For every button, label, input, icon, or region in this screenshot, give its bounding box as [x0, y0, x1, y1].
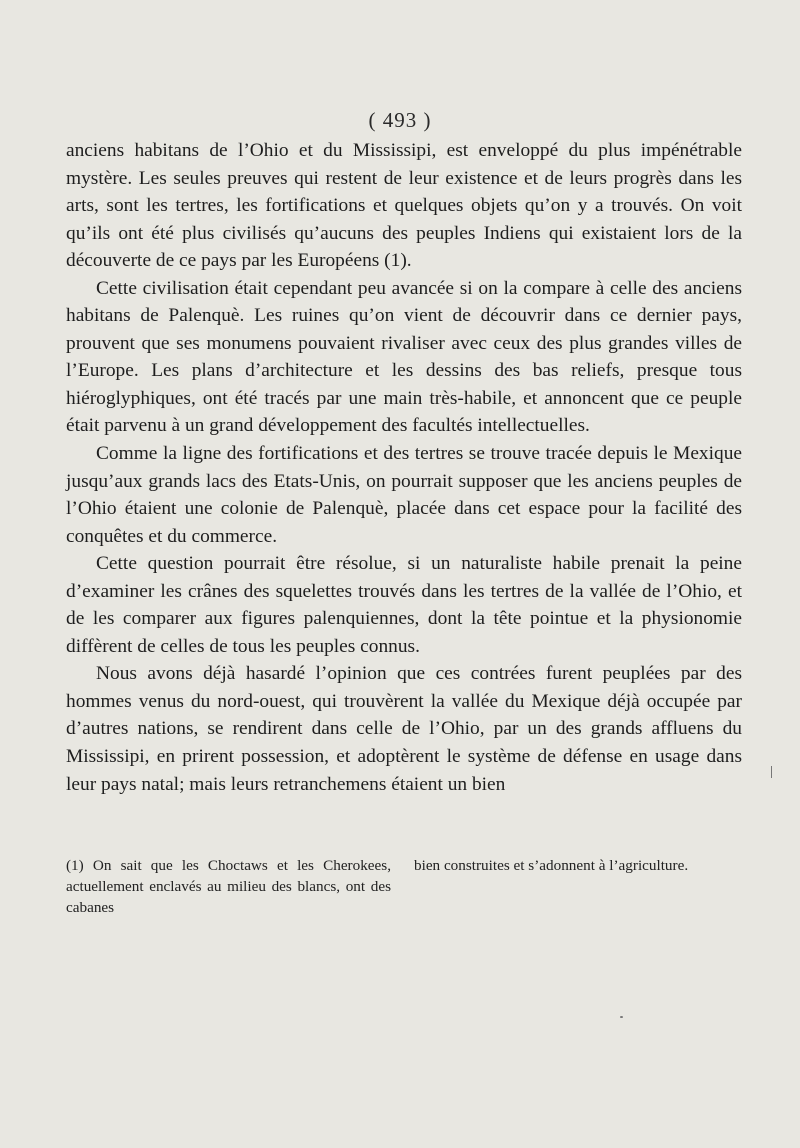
page-number: ( 493 ) [368, 108, 432, 132]
paragraph-4: Cette question pourrait être résolue, si un naturaliste habile prenait la peine d’examiner les crânes des squelettes trouvés dans les tertres de la vallée de l’Ohio, et de les comparer aux figures palenquiennes, dont la tête pointue et la physionomie diffèrent de celles de tous les peuples connus. [66, 553, 742, 657]
paragraph-1: anciens habitans de l’Ohio et du Mississipi, est enveloppé du plus impénétrable mystère. Les seules preuves qui restent de leur existence et de leurs progrès dans les arts, sont les tertres, les fortifications et quelques objets qu’on y a trouvés. On voit qu’ils ont été plus civilisés qu’aucuns des peuples Indiens qui existaient lors de la découverte de ce pays par les Européens (1). [66, 140, 742, 272]
footnote-right-column: bien construites et s’adonnent à l’agriculture. [414, 857, 689, 874]
paragraph-2: Cette civilisation était cependant peu avancée si on la compare à celle des anciens habitans de Palenquè. Les ruines qu’on vient de découvrir dans ce dernier pays, prouvent que ses monumens pouvaient rivaliser avec ceux des plus grandes villes de l’Europe. Les plans d’architecture et les dessins des bas reliefs, presque tous hiéroglyphiques, ont été tracés par une main très-habile, et annoncent que ce peuple était parvenu à un grand développement des facultés intellectuelles. [66, 277, 742, 437]
paper-speck [620, 1016, 623, 1018]
body-text [66, 137, 742, 798]
paragraph-3: Comme la ligne des fortifications et des tertres se trouve tracée depuis le Mexique jusqu’aux grands lacs des Etats-Unis, on pourrait supposer que les anciens peuples de l’Ohio étaient une colonie de Palenquè, placée dans cet espace pour la facilité des conquêtes et du commerce. [66, 443, 742, 547]
paragraph-5: Nous avons déjà hasardé l’opinion que ces contrées furent peuplées par des hommes venus du nord-ouest, qui trouvèrent la vallée du Mexique déjà occupée par d’autres nations, se rendirent dans celle de l’Ohio, par un des grands affluens du Mississipi, en prirent possession, et adoptèrent le système de défense en usage dans leur pays natal; mais leurs retranchemens étaient un bien [66, 663, 742, 795]
footnote [66, 855, 742, 918]
footnote-left-column: (1) On sait que les Choctaws et les Cherokees, actuellement enclavés au milieu des blancs, ont des cabanes [66, 857, 391, 916]
paper-speck [771, 766, 772, 778]
